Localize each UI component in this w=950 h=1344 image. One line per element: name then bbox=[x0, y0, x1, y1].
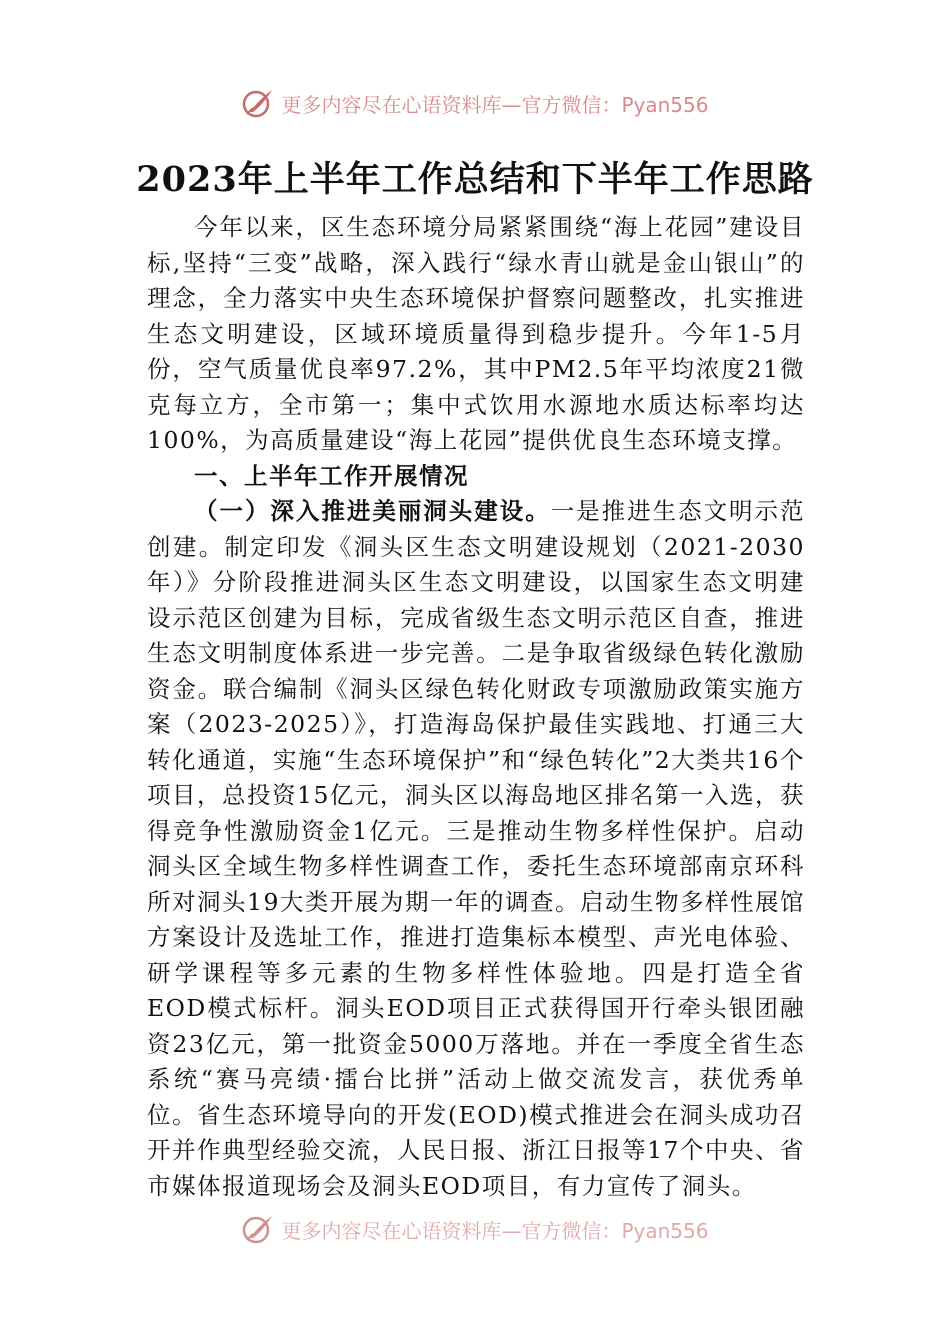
intro-paragraph: 今年以来，区生态环境分局紧紧围绕“海上花园”建设目标,坚持“三变”战略，深入践行“绿水青山就是金山银山”的理念，全力落实中央生态环境保护督察问题整改，扎实推进生态文明建设，区域环境质量得到稳步提升。今年1-5月份，空气质量优良率97.2%，其中PM2.5年平均浓度21微克每立方，全市第一；集中式饮用水源地水质达标率均达100%，为高质量建设“海上花园”提供优良生态环境支撑。 bbox=[147, 213, 805, 454]
subsection-body: 一是推进生态文明示范创建。制定印发《洞头区生态文明建设规划（2021-2030年）》分阶段推进洞头区生态文明建设，以国家生态文明建设示范区创建为目标，完成省级生态文明示范区自查，推进生态文明制度体系进一步完善。二是争取省级绿色转化激励资金。联合编制《洞头区绿色转化财政专项激励政策实施方案（2023-2025）》，打造海岛保护最佳实践地、打通三大转化通道，实施“生态环境保护”和“绿色转化”2大类共16个项目，总投资15亿元，洞头区以海岛地区排名第一入选，获得竞争性激励资金1亿元。三是推动生物多样性保护。启动洞头区全域生物多样性调查工作，委托生态环境部南京环科所对洞头19大类开展为期一年的调查。启动生物多样性展馆方案设计及选址工作，推进打造集标本模型、声光电体验、研学课程等多元素的生物多样性体验地。四是打造全省EOD模式标杆。洞头EOD项目正式获得国开行牵头银团融资23亿元，第一批资金5000万落地。并在一季度全省生态系统“赛马亮绩·擂台比拼”活动上做交流发言，获优秀单位。省生态环境导向的开发(EOD)模式推进会在洞头成功召开并作典型经验交流，人民日报、浙江日报等17个中央、省市媒体报道现场会及洞头EOD项目，有力宣传了洞头。 bbox=[147, 497, 806, 1200]
subsection-paragraph bbox=[147, 494, 805, 1204]
subsection-heading: （一）深入推进美丽洞头建设。 bbox=[194, 497, 551, 525]
quill-logo-icon bbox=[241, 1212, 275, 1246]
watermark-bottom bbox=[0, 1212, 950, 1246]
watermark-text: 更多内容尽在心语资料库—官方微信：Pyan556 bbox=[281, 1218, 709, 1243]
section-heading: 一、上半年工作开展情况 bbox=[194, 461, 469, 490]
document-body bbox=[147, 210, 805, 1204]
quill-logo-icon bbox=[241, 86, 275, 120]
watermark-text: 更多内容尽在心语资料库—官方微信：Pyan556 bbox=[281, 92, 709, 117]
document-title: 2023年上半年工作总结和下半年工作思路 bbox=[136, 159, 814, 200]
watermark-top bbox=[0, 86, 950, 120]
